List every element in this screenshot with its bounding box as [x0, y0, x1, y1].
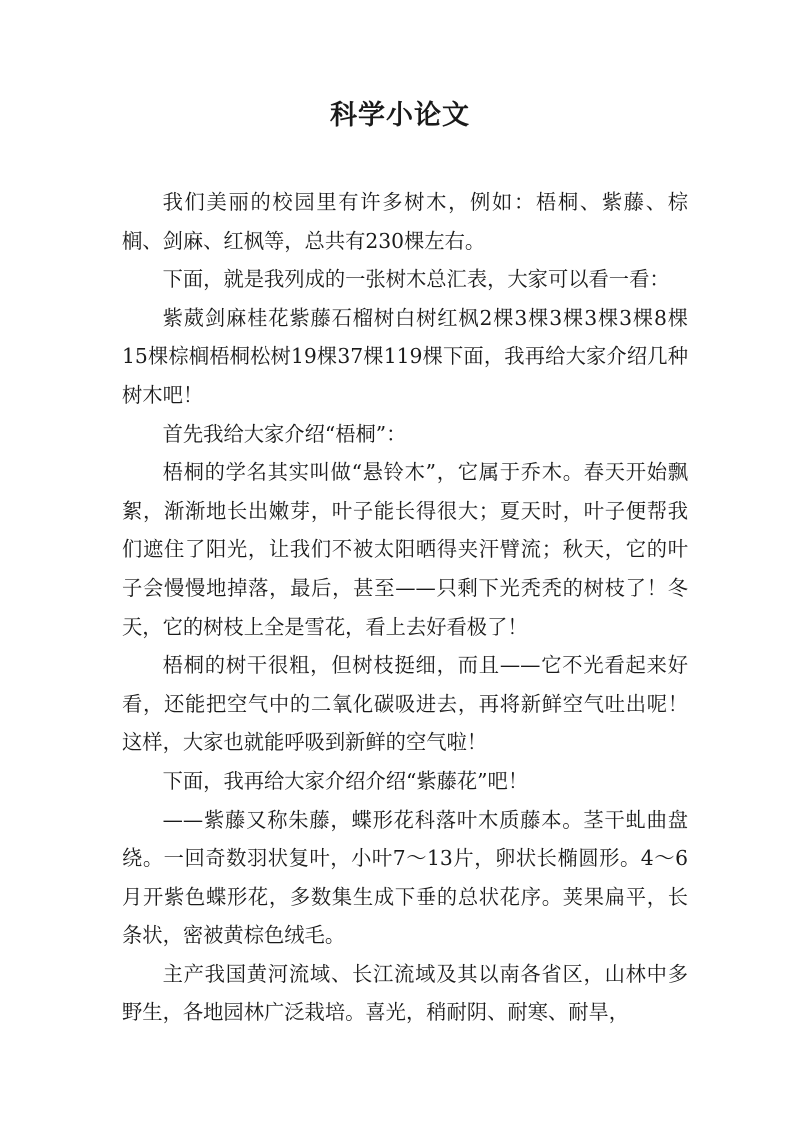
paragraph-tree-table: 紫葳剑麻桂花紫藤石榴树白树红枫2棵3棵3棵3棵3棵8棵15棵棕榈梧桐松树19棵37棵119棵下面，我再给大家介绍几种树木吧！ — [122, 305, 688, 407]
paragraph-wutong-seasons: 梧桐的学名其实叫做“悬铃木”，它属于乔木。春天开始飘絮，渐渐地长出嫩芽，叶子能长得很大；夏天时，叶子便帮我们遮住了阳光，让我们不被太阳晒得夹汗臂流；秋天，它的叶子会慢慢地掉落，最后，甚至——只剩下光秃秃的树枝了！冬天，它的树枝上全是雪花，看上去好看极了！ — [122, 460, 688, 639]
paragraph-wisteria-habitat: 主产我国黄河流域、长江流域及其以南各省区，山林中多野生，各地园林广泛栽培。喜光，稍耐阴、耐寒、耐旱， — [122, 961, 688, 1025]
document-body — [122, 183, 688, 1032]
paragraph-summary-intro: 下面，就是我列成的一张树木总汇表，大家可以看一看： — [162, 267, 670, 292]
document-title: 科学小论文 — [330, 100, 470, 131]
paragraph-wisteria-intro: 下面，我再给大家介绍介绍“紫藤花”吧！ — [162, 768, 529, 793]
paragraph-wutong-trunk: 梧桐的树干很粗，但树枝挺细，而且——它不光看起来好看，还能把空气中的二氧化碳吸进去，再将新鲜空气吐出呢！这样，大家也就能呼吸到新鲜的空气啦！ — [122, 653, 688, 755]
paragraph-wutong-intro: 首先我给大家介绍“梧桐”： — [162, 421, 407, 446]
paragraph-campus-trees: 我们美丽的校园里有许多树木，例如：梧桐、紫藤、棕榈、剑麻、红枫等，总共有230棵左右。 — [122, 190, 688, 253]
paragraph-wisteria-description: ——紫藤又称朱藤，蝶形花科落叶木质藤本。茎干虬曲盘绕。一回奇数羽状复叶，小叶7～13片，卵状长椭圆形。4～6月开紫色蝶形花，多数集生成下垂的总状花序。荚果扁平，长条状，密被黄棕色绒毛。 — [122, 807, 688, 948]
